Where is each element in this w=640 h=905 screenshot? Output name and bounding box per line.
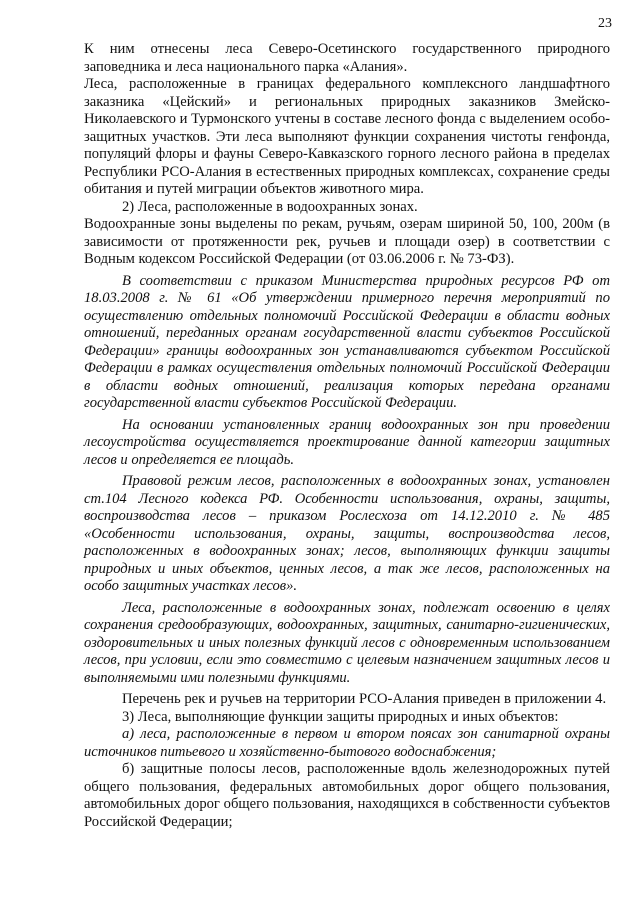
list-item-a: а) леса, расположенные в первом и втором поясах зон санитарной охраны источников питьевого и хозяйственно-бытового водоснабжения; (84, 726, 610, 760)
paragraph-rivers-list: Перечень рек и ручьев на территории РСО-Алания приведен в приложении 4. (122, 691, 607, 707)
page-number: 23 (598, 16, 612, 31)
paragraph-boundaries: На основании установленных границ водоохранных зон при проведении лесоустройства осуществляется проектирование данной категории защитных лесов и определяется ее площадь. (84, 416, 610, 468)
list-item-b: б) защитные полосы лесов, расположенные вдоль железнодорожных путей общего пользования, федеральных автомобильных дорог общего пользования, автомобильных дорог общего пользования, находящихся в собственности субъектов Российской Федерации; (84, 761, 610, 830)
paragraph-section-3-heading: 3) Леса, выполняющие функции защиты природных и иных объектов: (122, 708, 559, 725)
paragraph-order-61: В соответствии с приказом Министерства природных ресурсов РФ от 18.03.2008 г. № 61 «Об утверждении примерного перечня мероприятий по осуществлению отдельных полномочий Российской Федерации в области водных отношений, переданных органам государственной власти субъектов Российской Федерации» границы водоохранных зон устанавливаются субъектом Российской Федерации в рамках осуществления отдельных полномочий Российской Федерации в области водных отношений, реализация которых передана органами государственной власти субъектов Российской Федерации. (84, 272, 610, 411)
paragraph-legal-regime: Правовой режим лесов, расположенных в водоохранных зонах, установлен ст.104 Лесного кодекса РФ. Особенности использования, охраны, защиты, воспроизводства лесов – приказом Рослесхоза от 14.12.2010 г. № 485 «Особенности использования, охраны, защиты, воспроизводства лесов, расположенных в водоохранных зонах; лесов, выполняющих функции защиты природных и иных объектов, ценных лесов, а так же лесов, расположенных на особо защитных участках лесов». (84, 473, 610, 594)
paragraph-zakazniki: Леса, расположенные в границах федерального комплексного ландшафтного заказника «Цейский» и региональных природных заказников Змейско-Николаевского и Турмонского учтены в составе лесного фонда с выделением особо-защитных участков. Эти леса выполняют функции сохранения чистоты генфонда, популяций флоры и фауны Северо-Кавказского горного лесного района в пределах Республики РСО-Алания в естественных природных комплексах, сохранение среды обитания и путей миграции объектов животного мира. (84, 76, 610, 197)
paragraph-water-zones: Водоохранные зоны выделены по рекам, ручьям, озерам шириной 50, 100, 200м (в зависимости от протяженности рек, ручьев и площади озер) в соответствии с Водным кодексом Российской Федерации (от 03.06.2006 г. № 73-ФЗ). (84, 216, 610, 267)
paragraph-reserves: К ним отнесены леса Северо-Осетинского государственного природного заповедника и леса национального парка «Алания». (84, 41, 610, 75)
document-body (84, 41, 610, 831)
paragraph-section-2-heading: 2) Леса, расположенные в водоохранных зонах. (122, 198, 418, 215)
paragraph-development: Леса, расположенные в водоохранных зонах, подлежат освоению в целях сохранения средообразующих, водоохранных, защитных, санитарно-гигиенических, оздоровительных и иных полезных функций лесов с одновременным использованием лесов, при условии, если это совместимо с целевым назначением защитных лесов и выполняемыми ими полезными функциями. (84, 599, 610, 686)
